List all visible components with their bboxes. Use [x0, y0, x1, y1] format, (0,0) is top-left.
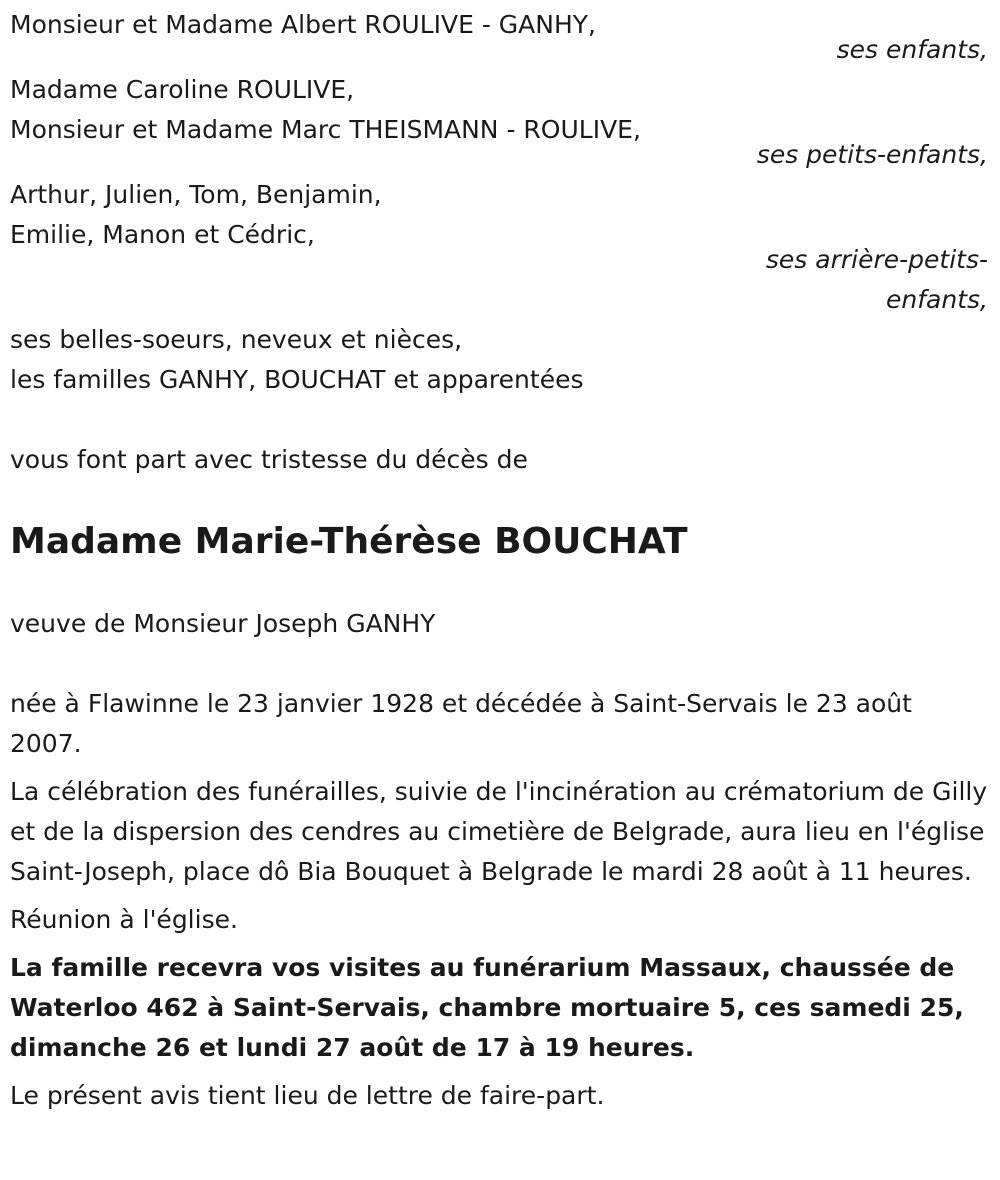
- grandchildren-label: ses petits-enfants,: [756, 140, 988, 169]
- grandchildren-line: Monsieur et Madame Marc THEISMANN - ROULIVE,: [10, 115, 641, 144]
- relatives-line: ses belles-soeurs, neveux et nièces,: [10, 325, 463, 354]
- deceased-name: Madame Marie-Thérèse BOUCHAT: [10, 521, 688, 562]
- great-grandchildren-label: ses arrière-petits-: [765, 245, 988, 274]
- children-label: ses enfants,: [836, 35, 988, 64]
- grandchildren-line: Madame Caroline ROULIVE,: [10, 75, 355, 104]
- widow-of-text: veuve de Monsieur Joseph GANHY: [10, 609, 436, 638]
- meeting-text: Réunion à l'église.: [10, 905, 238, 934]
- closing-text: Le présent avis tient lieu de lettre de faire-part.: [10, 1081, 605, 1110]
- visits-text: La famille recevra vos visites au funérarium Massaux, chaussée de Waterloo 462 à Saint-Servais, chambre mortuaire 5, ces samedi 25, dimanche 26 et lundi 27 août de 17 à 19 heures.: [10, 953, 964, 1062]
- great-grandchildren-line: Emilie, Manon et Cédric,: [10, 220, 315, 249]
- funeral-text: La célébration des funérailles, suivie de l'incinération au crématorium de Gilly et de la dispersion des cendres au cimetière de Belgrade, aura lieu en l'église Saint-Joseph, place dô Bia Bouquet à Belgrade le mardi 28 août à 11 heures.: [10, 777, 988, 886]
- obituary-notice: [0, 5, 1000, 1180]
- announcement-text: vous font part avec tristesse du décès de: [10, 445, 528, 474]
- great-grandchildren-label: enfants,: [886, 285, 988, 314]
- birth-death-text: née à Flawinne le 23 janvier 1928 et décédée à Saint-Servais le 23 août 2007.: [10, 689, 912, 758]
- relatives-line: les familles GANHY, BOUCHAT et apparentées: [10, 365, 584, 394]
- great-grandchildren-line: Arthur, Julien, Tom, Benjamin,: [10, 180, 382, 209]
- children-line: Monsieur et Madame Albert ROULIVE - GANHY,: [10, 10, 596, 39]
